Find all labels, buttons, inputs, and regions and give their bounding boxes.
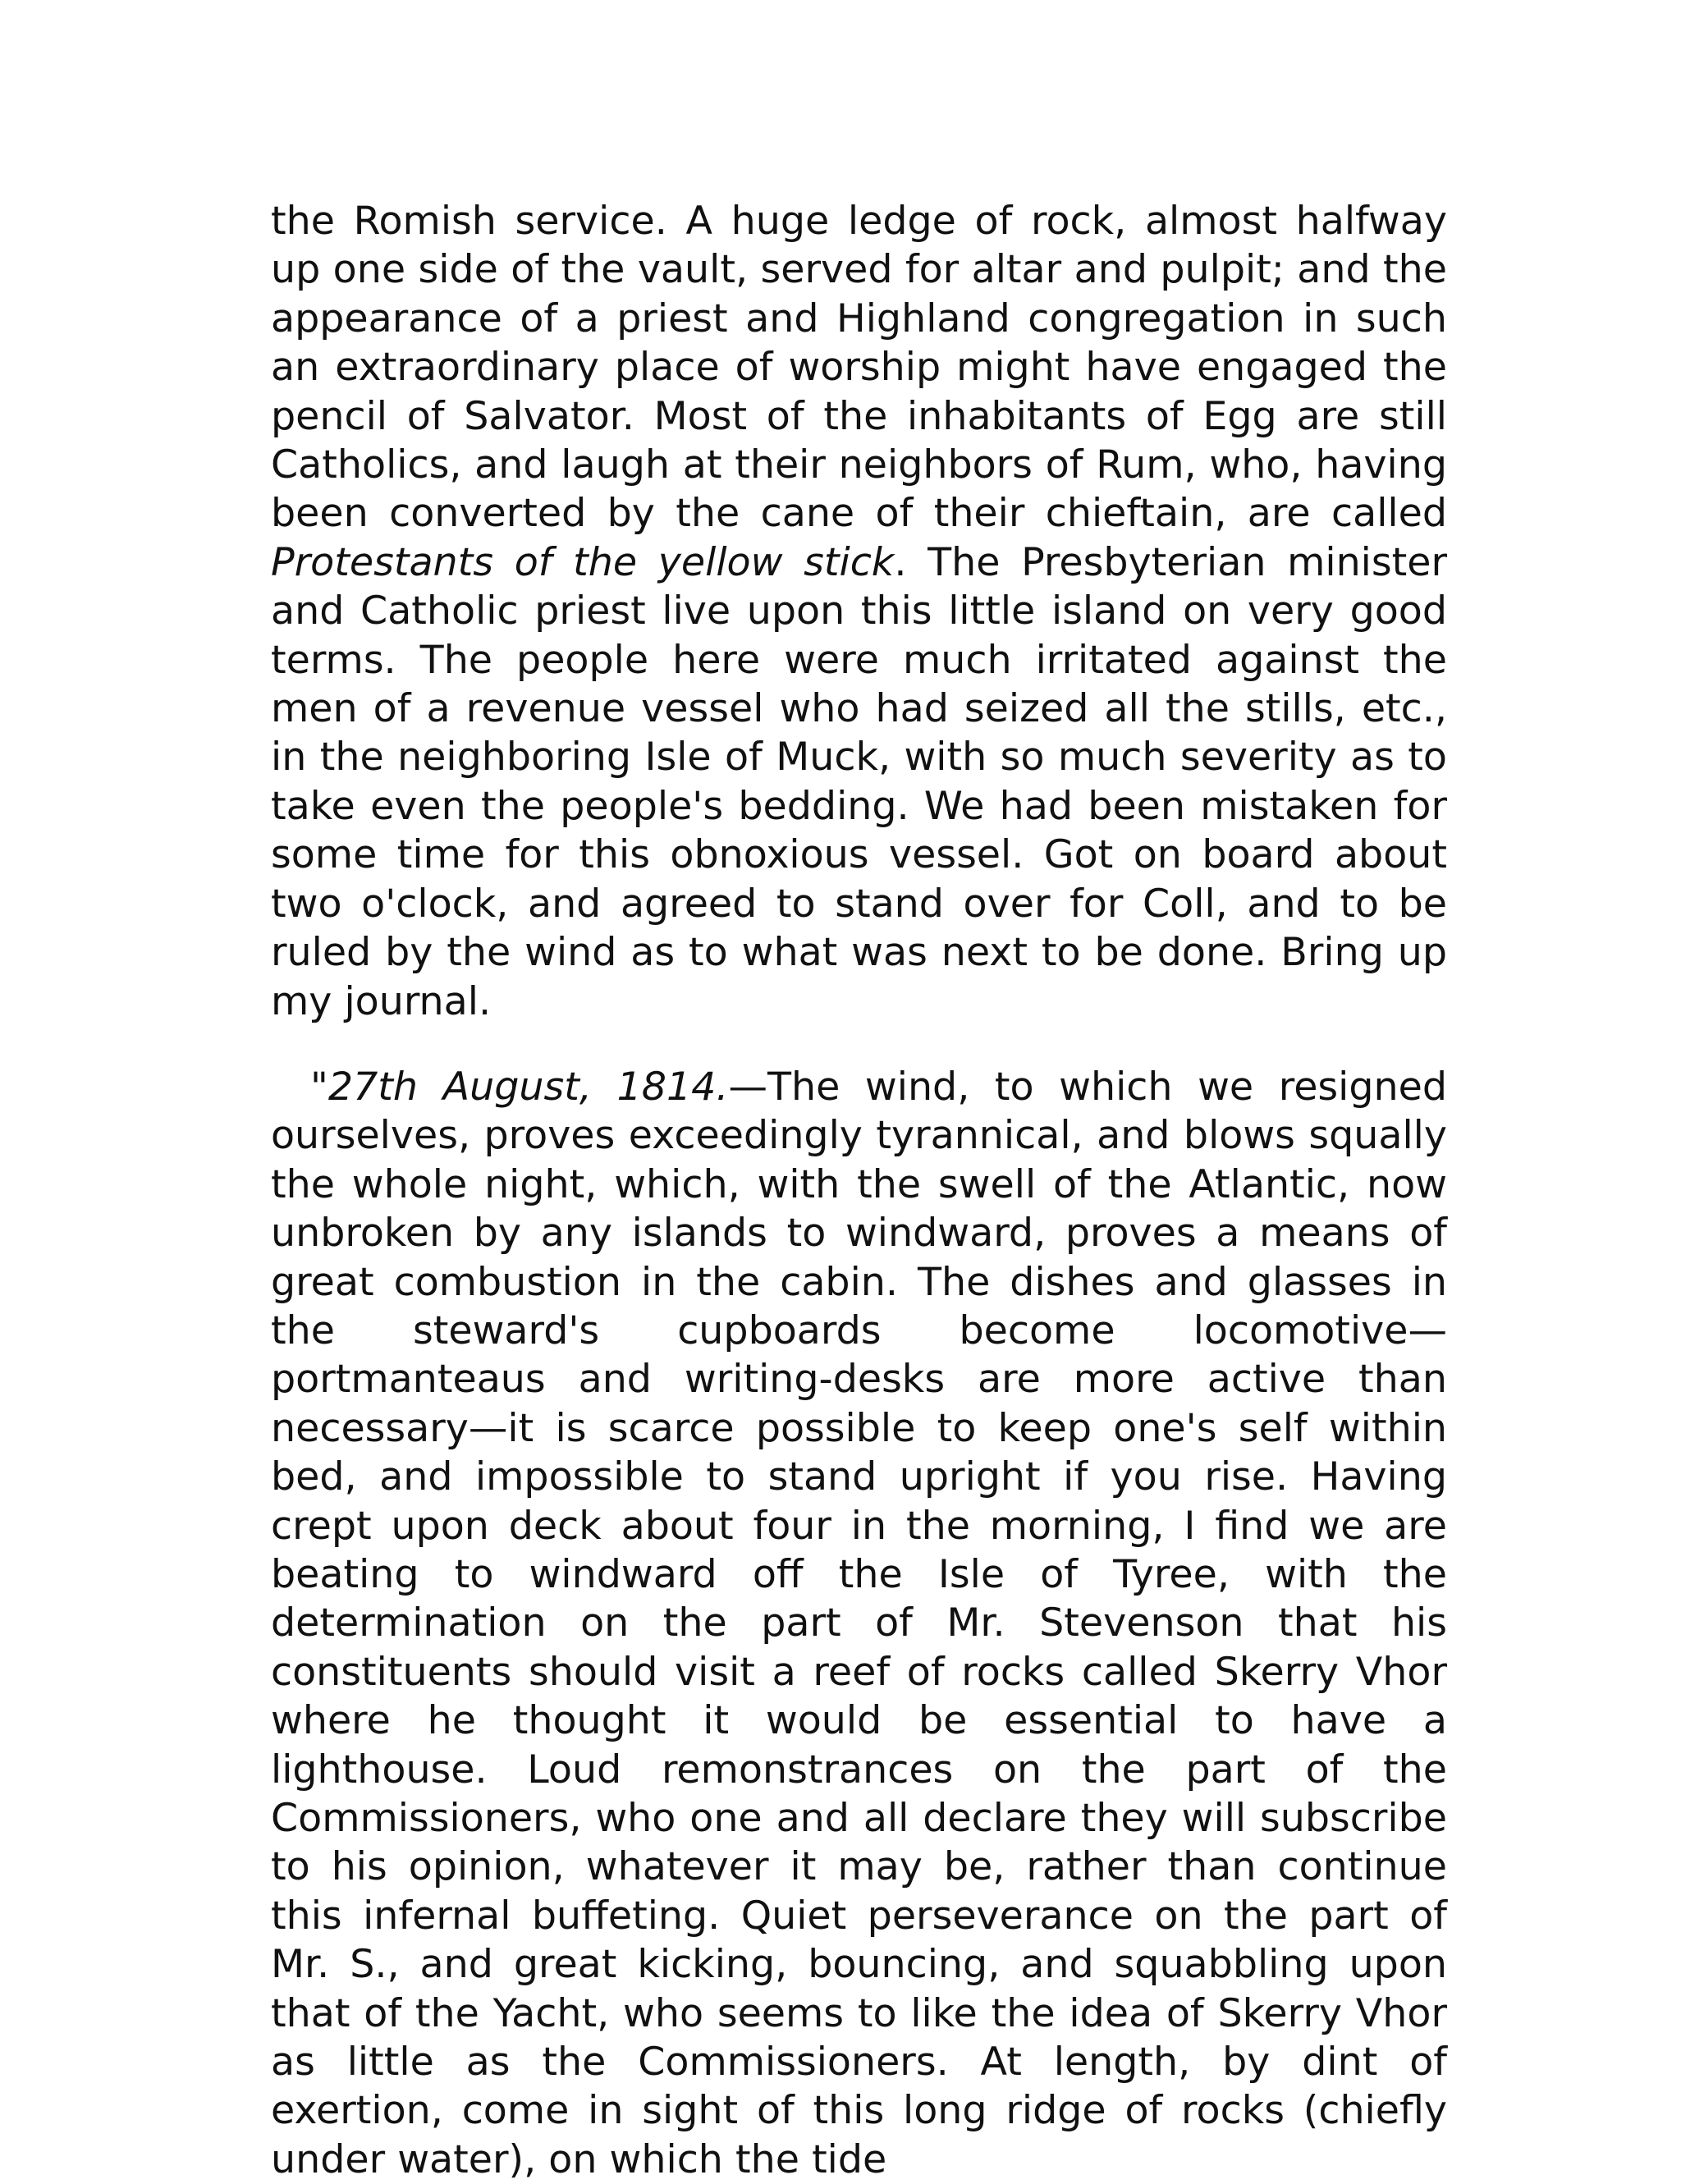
- paragraph-2-text: —The wind, to which we resigned ourselves, proves exceedingly tyrannical, and blows squally the whole night, which, with the swell of the Atlantic, now unbroken by any islands to windward, proves a means of great combustion in the cabin. The dishes and glasses in the steward's cupboards become locomotive—portmanteaus and writing-desks are more active than necessary—it is scarce possible to keep one's self within bed, and impossible to stand upright if you rise. Having crept upon deck about four in the morning, I find we are beating to windward off the Isle of Tyree, with the determination on the part of Mr. Stevenson that his constituents should visit a reef of rocks called Skerry Vhor where he thought it would be essential to have a lighthouse. Loud remonstrances on the part of the Commissioners, who one and all declare they will subscribe to his opinion, whatever it may be, rather than continue this infernal buffeting. Quiet perseverance on the part of Mr. S., and great kicking, bouncing, and squabbling upon that of the Yacht, who seems to like the idea of Skerry Vhor as little as the Commissioners. At length, by dint of exertion, come in sight of this long ridge of rocks (chiefly under water), on which the tide: [271, 1064, 1447, 2182]
- page-body: [271, 197, 1447, 2184]
- paragraph-1-italic-phrase: Protestants of the yellow stick: [271, 539, 895, 585]
- journal-date: 27th August, 1814.: [327, 1064, 729, 1110]
- paragraph-1-text-start: the Romish service. A huge ledge of rock, almost halfway up one side of the vault, served for altar and pulpit; and the appearance of a priest and Highland congregation in such an extraordinary place of worship might have engaged the pencil of Salvator. Most of the inhabitants of Egg are still Catholics, and laugh at their neighbors of Rum, who, having been converted by the cane of their chieftain, are called: [271, 199, 1447, 537]
- paragraph-1-text-end: . The Presbyterian minister and Catholic priest live upon this little island on very good terms. The people here were much irritated against the men of a revenue vessel who had seized all the stills, etc., in the neighboring Isle of Muck, with so much severity as to take even the people's bedding. We had been mistaken for some time for this obnoxious vessel. Got on board about two o'clock, and agreed to stand over for Coll, and to be ruled by the wind as to what was next to be done. Bring up my journal.: [271, 539, 1447, 1024]
- paragraph-1: [271, 197, 1447, 1026]
- paragraph-2-open-quote: ": [310, 1064, 328, 1110]
- paragraph-2: [271, 1063, 1447, 2184]
